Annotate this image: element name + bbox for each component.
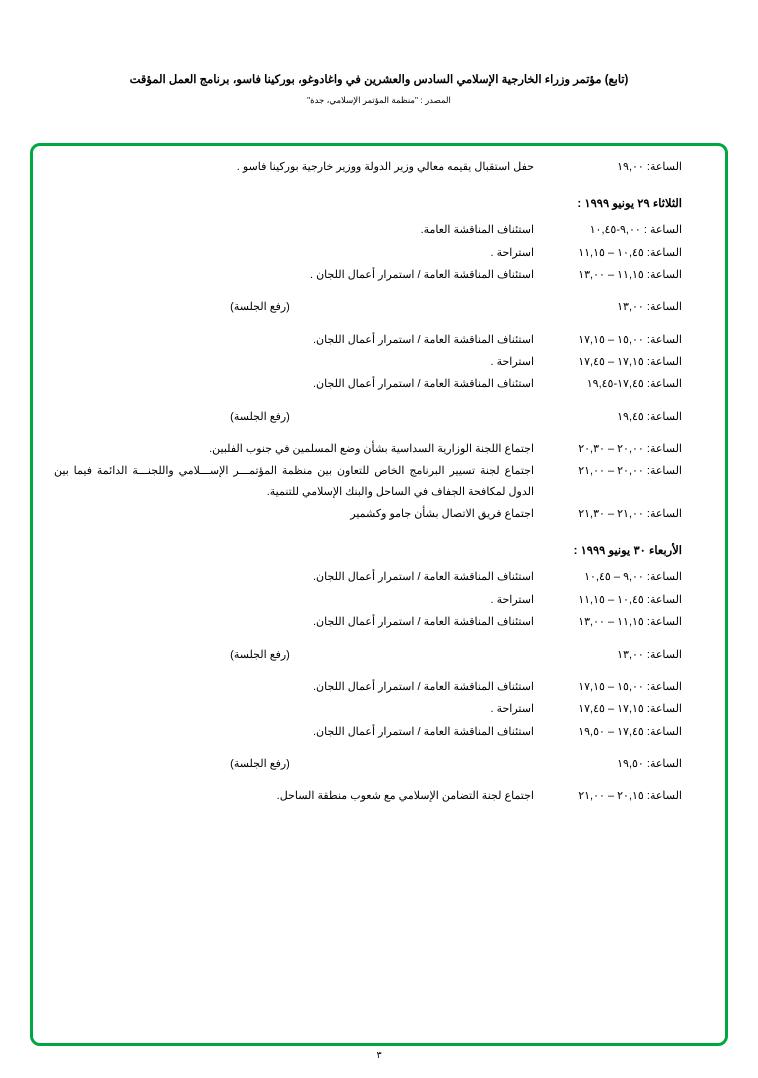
schedule-time: الساعة: ١٥,٠٠ – ١٧,١٥ [578, 680, 682, 693]
schedule-description: اجتماع لجنة التضامن الإسلامي مع شعوب منطقة الساحل. [276, 790, 534, 803]
spacer [46, 635, 712, 645]
schedule-time: الساعة: ١٩,٤٥ [617, 410, 682, 423]
schedule-time: الساعة: ١٧,١٥ – ١٧,٤٥ [578, 356, 682, 369]
spacer [46, 744, 712, 754]
schedule-description: استراحة . [490, 593, 534, 606]
schedule-time: الساعة: ٩,٠٠ – ١٠,٤٥ [584, 571, 682, 584]
schedule-time: الساعة: ١٩,٥٠ [617, 757, 682, 770]
schedule-row [46, 243, 712, 263]
spacer [46, 397, 712, 407]
schedule-row [46, 567, 712, 587]
schedule-row [46, 754, 712, 774]
schedule-description: استئناف المناقشة العامة / استمرار أعمال اللجان. [313, 571, 534, 584]
page-title: (تابع) مؤتمر وزراء الخارجية الإسلامي السادس والعشرين في واغادوغو، بوركينا فاسو، برنامج العمل المؤقت [129, 74, 629, 86]
schedule-row [46, 374, 712, 394]
schedule-description: استراحة . [490, 703, 534, 716]
schedule-description: استئناف المناقشة العامة / استمرار أعمال اللجان. [313, 616, 534, 629]
schedule-time: الساعة: ١٣,٠٠ [617, 648, 682, 661]
schedule-row [46, 330, 712, 350]
schedule-row [46, 407, 712, 427]
schedule-row [46, 461, 712, 502]
spacer [46, 429, 712, 439]
schedule-time: الساعة: ١٧,٤٥-١٩,٤٥ [586, 378, 682, 391]
schedule-description: استئناف المناقشة العامة / استمرار أعمال اللجان . [309, 269, 534, 282]
spacer [46, 557, 712, 567]
schedule-row [46, 265, 712, 285]
schedule-row [46, 352, 712, 372]
spacer [46, 210, 712, 220]
schedule-description: استئناف المناقشة العامة / استمرار أعمال اللجان. [313, 680, 534, 693]
spacer [46, 526, 712, 543]
schedule-time: الساعة: ١٧,٤٥ – ١٩,٥٠ [578, 725, 682, 738]
schedule-row [46, 157, 712, 177]
schedule-time: الساعة: ١٧,١٥ – ١٧,٤٥ [578, 703, 682, 716]
spacer [46, 179, 712, 196]
schedule-description: (رفع الجلسة) [230, 757, 290, 770]
page-number: ٣ [376, 1050, 382, 1061]
schedule-description: استئناف المناقشة العامة / استمرار أعمال اللجان. [313, 333, 534, 346]
schedule-description: (رفع الجلسة) [230, 648, 290, 661]
schedule-row [46, 504, 712, 524]
spacer [46, 776, 712, 786]
schedule-description: اجتماع لجنة تسيير البرنامج الخاص للتعاون بين منظمة المؤتمـــر الإســـلامي واللجنـــة الدائمة فيما بين الدول لمكافحة الجفاف في الساحل والبنك الإسلامي للتنمية. [54, 465, 534, 498]
schedule-row [46, 220, 712, 240]
schedule-description: حفل استقبال يقيمه معالي وزير الدولة ووزير خارجية بوركينا فاسو . [236, 161, 534, 173]
schedule-description: استراحة . [490, 246, 534, 259]
schedule-time: الساعة: ١٩,٠٠ [617, 161, 682, 173]
schedule-description: استئناف المناقشة العامة / استمرار أعمال اللجان. [313, 378, 534, 391]
spacer [46, 320, 712, 330]
day-heading: الثلاثاء ٢٩ يونيو ١٩٩٩ : [577, 198, 682, 211]
schedule-description: اجتماع اللجنة الوزارية السداسية بشأن وضع المسلمين في جنوب الفلبين. [209, 443, 534, 456]
spacer [46, 287, 712, 297]
schedule-row [46, 297, 712, 317]
schedule-row [46, 439, 712, 459]
schedule-time: الساعة: ١٥,٠٠ – ١٧,١٥ [578, 333, 682, 346]
schedule-description: اجتماع فريق الاتصال بشأن جامو وكشمير [350, 508, 534, 521]
schedule-description: استراحة . [490, 356, 534, 369]
schedule-row [46, 612, 712, 632]
schedule-time: الساعة: ٢٠,٠٠ – ٢١,٠٠ [578, 465, 682, 478]
schedule-time: الساعة: ٢٠,٠٠ – ٢٠,٣٠ [578, 443, 682, 456]
schedule-row [46, 590, 712, 610]
source-line: المصدر : "منظمة المؤتمر الإسلامي، جدة" [307, 95, 451, 106]
schedule-time: الساعة: ٢١,٠٠ – ٢١,٣٠ [578, 508, 682, 521]
schedule-row [46, 677, 712, 697]
schedule-row [46, 699, 712, 719]
schedule-time: الساعة: ١٠,٤٥ – ١١,١٥ [578, 246, 682, 259]
schedule-row [46, 722, 712, 742]
schedule-description: (رفع الجلسة) [230, 301, 290, 314]
schedule-row [46, 786, 712, 806]
schedule-description: استئناف المناقشة العامة. [420, 224, 534, 237]
schedule-row [46, 645, 712, 665]
schedule-time: الساعة: ١١,١٥ – ١٣,٠٠ [578, 616, 682, 629]
schedule-time: الساعة: ٢٠,١٥ – ٢١,٠٠ [578, 790, 682, 803]
schedule-time: الساعة: ١٠,٤٥ – ١١,١٥ [578, 593, 682, 606]
day-heading: الأربعاء ٣٠ يونيو ١٩٩٩ : [573, 545, 682, 558]
schedule-list [46, 157, 712, 809]
document-header [0, 72, 758, 106]
schedule-time: الساعة: ١١,١٥ – ١٣,٠٠ [578, 269, 682, 282]
schedule-description: استئناف المناقشة العامة / استمرار أعمال اللجان. [313, 725, 534, 738]
schedule-description: (رفع الجلسة) [230, 410, 290, 423]
spacer [46, 667, 712, 677]
schedule-time: الساعة: ١٣,٠٠ [617, 301, 682, 314]
schedule-time: الساعة : ٩,٠٠-١٠,٤٥ [589, 224, 682, 237]
